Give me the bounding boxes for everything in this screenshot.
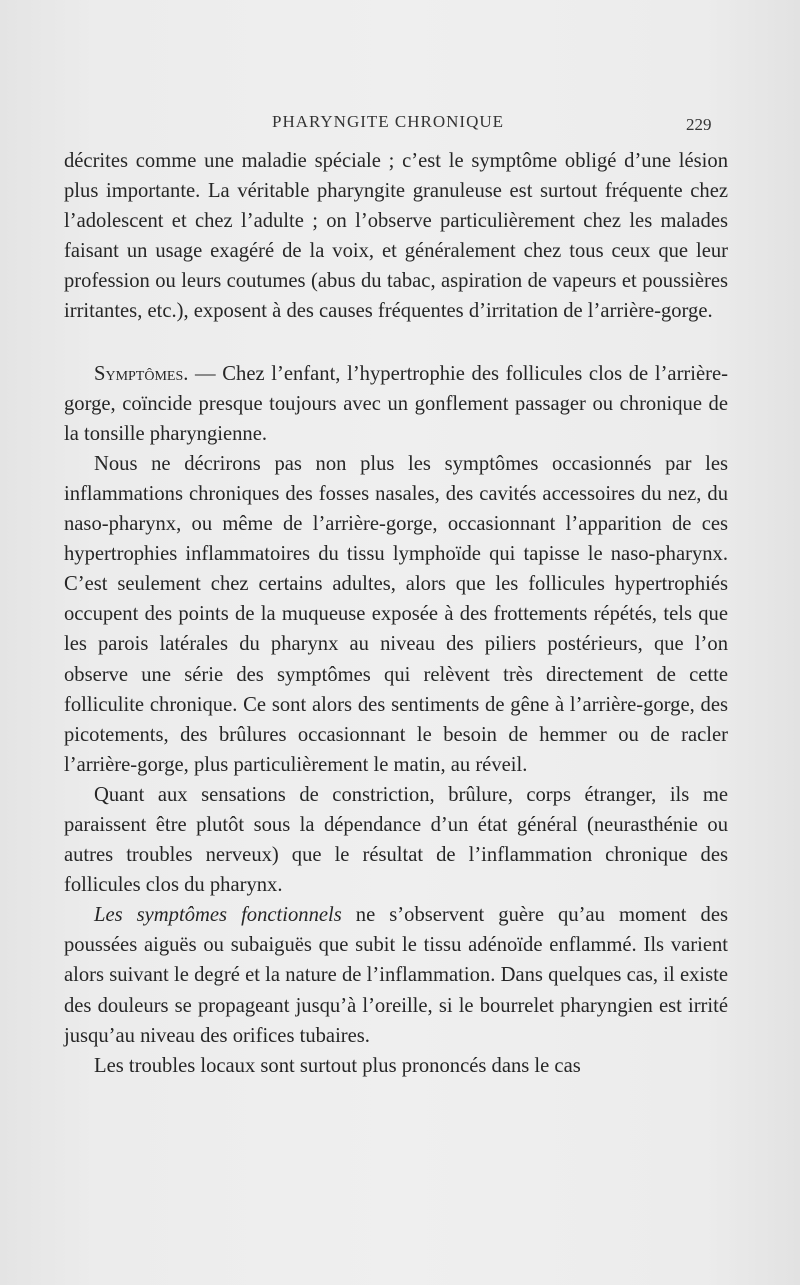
paragraph-symptomes-fonctionnels: [64, 900, 728, 1050]
page-number: 229: [686, 115, 712, 134]
italic-heading-symptomes-fonctionnels: Les symptômes fonctionnels: [94, 904, 342, 927]
section-gap: [64, 327, 728, 359]
running-title: PHARYNGITE CHRONIQUE: [272, 112, 505, 131]
paragraph-symptomes-body: — Chez l’enfant, l’hypertrophie des follicules clos de l’arrière-gorge, coïncide presque toujours avec un gonflement passager ou chronique de la tonsille pharyngienne.: [64, 362, 728, 445]
paragraph-symptomes-fonctionnels-body: ne s’observent guère qu’au moment des poussées aiguës ou subaiguës que subit le tissu adénoïde enflammé. Ils varient alors suivant le degré et la nature de l’inflammation. Dans quelques cas, il existe des douleurs se propageant jusqu’à l’oreille, si le bourrelet pharyngien est irrité jusqu’au niveau des orifices tubaires.: [64, 904, 728, 1047]
section-heading-symptomes: Symptômes.: [94, 362, 189, 385]
body-text: [64, 146, 728, 1081]
paragraph-continued: décrites comme une maladie spéciale ; c’est le symptôme obligé d’une lésion plus importante. La véritable pharyngite granuleuse est surtout fréquente chez l’adolescent et chez l’adulte ; on l’observe particulièrement chez les malades faisant un usage exagéré de la voix, et généralement chez tous ceux que leur profession ou leurs coutumes (abus du tabac, aspiration de vapeurs et poussières irritantes, etc.), exposent à des causes fréquentes d’irritation de l’arrière-gorge.: [64, 150, 728, 323]
paragraph-quant-aux-sensations: Quant aux sensations de constriction, brûlure, corps étranger, ils me paraissent être plutôt sous la dépendance d’un état général (neurasthénie ou autres troubles nerveux) que le résultat de l’inflammation chronique des follicules clos du pharynx.: [64, 783, 728, 897]
paragraph-nous-ne-decrirons: Nous ne décrirons pas non plus les symptômes occasionnés par les inflammations chroniques des fosses nasales, des cavités accessoires du nez, du naso-pharynx, ou même de l’arrière-gorge, occasionnant l’apparition de ces hypertrophies inflammatoires du tissu lymphoïde qui tapisse le naso-pharynx. C’est seulement chez certains adultes, alors que les follicules hypertrophiés occupent des points de la muqueuse exposée à des frottements répétés, tels que les parois latérales du pharynx au niveau des piliers postérieurs, que l’on observe une série des symptômes qui relèvent très directement de cette folliculite chronique. Ce sont alors des sentiments de gêne à l’arrière-gorge, des picotements, des brûlures occasionnant le besoin de hemmer ou de racler l’arrière-gorge, plus particulièrement le matin, au réveil.: [64, 452, 728, 776]
running-header: [0, 112, 800, 136]
paragraph-troubles-locaux: Les troubles locaux sont surtout plus prononcés dans le cas: [94, 1054, 581, 1077]
paragraph-symptomes: [64, 359, 728, 449]
